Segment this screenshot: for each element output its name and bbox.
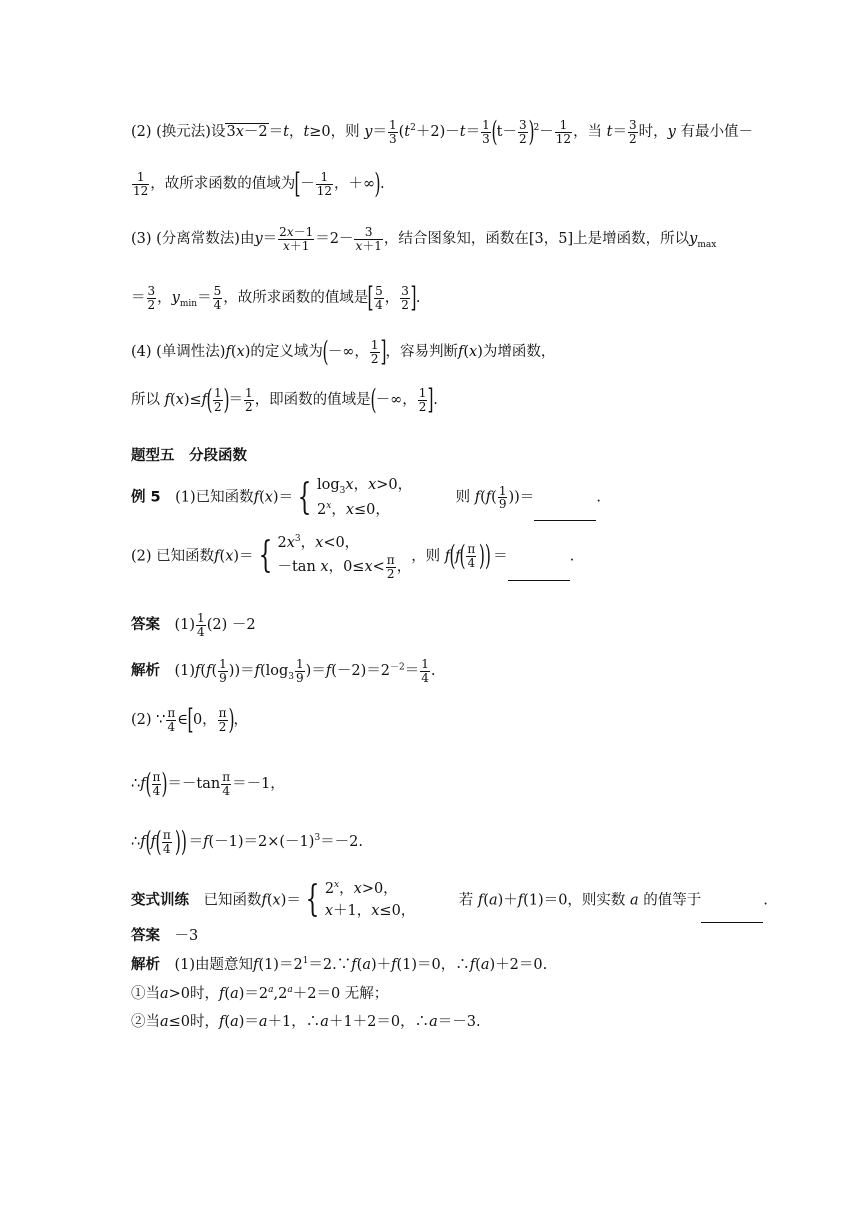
answer-5: 答案 (1) $\frac{1}{4}$ (2) －2 bbox=[131, 611, 256, 639]
line-p2-a: (2) (换元法)设3x－2＝t，t≥0，则 y＝ $\frac{1}{3}$ $(t^2+2)-t=$ $\frac{1}{3}$ (t－ $\frac{3}{2}$ )$^2$－ $\frac{1}{12}$ ，当 t＝ $\frac{3}{2}$ 时，y 有最小值－ bbox=[131, 115, 753, 148]
variant-analysis-1: 解析 (1)由题意知$f(1)=2^1=2.\because f(a)+f(1)=0$，∴f(a)＋2＝0. bbox=[131, 956, 548, 973]
variant-question: 变式训练 已知函数f(x)＝ { 2$^x$，x>0， x＋1，x≤0， 若 f(a)＋f(1)＝0，则实数 a 的值等于 . bbox=[131, 878, 768, 923]
line-p3-b: ＝ $\frac{3}{2}$ ，$y_{min}=$ $\frac{5}{4}$ ，故所求函数的值域是[ $\frac{5}{4}$ ， $\frac{3}{2}$ ]. bbox=[131, 281, 421, 314]
analysis-5-2a: (2) ∵ $\frac{\pi}{4}$ ∈[0， $\frac{\pi}{2}$ )， bbox=[131, 703, 248, 736]
example5-q2: (2) 已知函数f(x)＝ { $2x^3$，x<0， －tan x，0≤x< $\frac{\pi}{2}$ ， ，则 f(f( $\frac{\pi}{4}$ )) ＝ . bbox=[131, 534, 575, 582]
section-title: 题型五 分段函数 bbox=[131, 448, 247, 464]
analysis-5-2b: ∴f( $\frac{\pi}{4}$ )＝－tan $\frac{\pi}{4}$ ＝－1， bbox=[131, 767, 285, 800]
variant-answer: 答案 －3 bbox=[131, 928, 199, 944]
variant-analysis-2: ①当a>0时，$f(a)=2^a,2^a+2=0$ 无解； bbox=[131, 985, 389, 1002]
line-p3-a: (3) (分离常数法)由y＝ $\frac{2x-1}{x+1}$ ＝2－ $\frac{3}{x+1}$ ，结合图象知，函数在[3，5]上是增函数，所以$y_{max}$ bbox=[131, 225, 717, 253]
line-p4-b: 所以 f(x)≤f( $\frac{1}{2}$ )＝ $\frac{1}{2}$ ，即函数的值域是(－∞， $\frac{1}{2}$ ]. bbox=[131, 383, 438, 416]
example5-q1: 例 5 (1)已知函数f(x)＝ { $\log_3x$，x>0， 2$^x$，x≤0， 则 f(f( $\frac{1}{9}$ ))＝ . bbox=[131, 474, 601, 521]
variant-analysis-3: ②当a≤0时，f(a)＝a＋1，∴a＋1＋2＝0，∴a＝－3. bbox=[131, 1014, 481, 1030]
analysis-5-2c: ∴f(f( $\frac{\pi}{4}$ )) $=f(-1)=2\times(-1)^3=-2$. bbox=[131, 825, 364, 858]
line-p2-b: $\frac{1}{12}$ ，故所求函数的值域为[－ $\frac{1}{12}$ ，＋∞). bbox=[133, 167, 385, 200]
analysis-5-1: 解析 (1)f(f( $\frac{1}{9}$ ))$=f(\log_3$ $\frac{1}{9}$ )$=f(-2)=2^{-2}=$ $\frac{1}{4}$ . bbox=[131, 657, 436, 685]
line-p4-a: (4) (单调性法)f(x)的定义域为(－∞， $\frac{1}{2}$ ]，容易判断f(x)为增函数， bbox=[131, 335, 556, 368]
